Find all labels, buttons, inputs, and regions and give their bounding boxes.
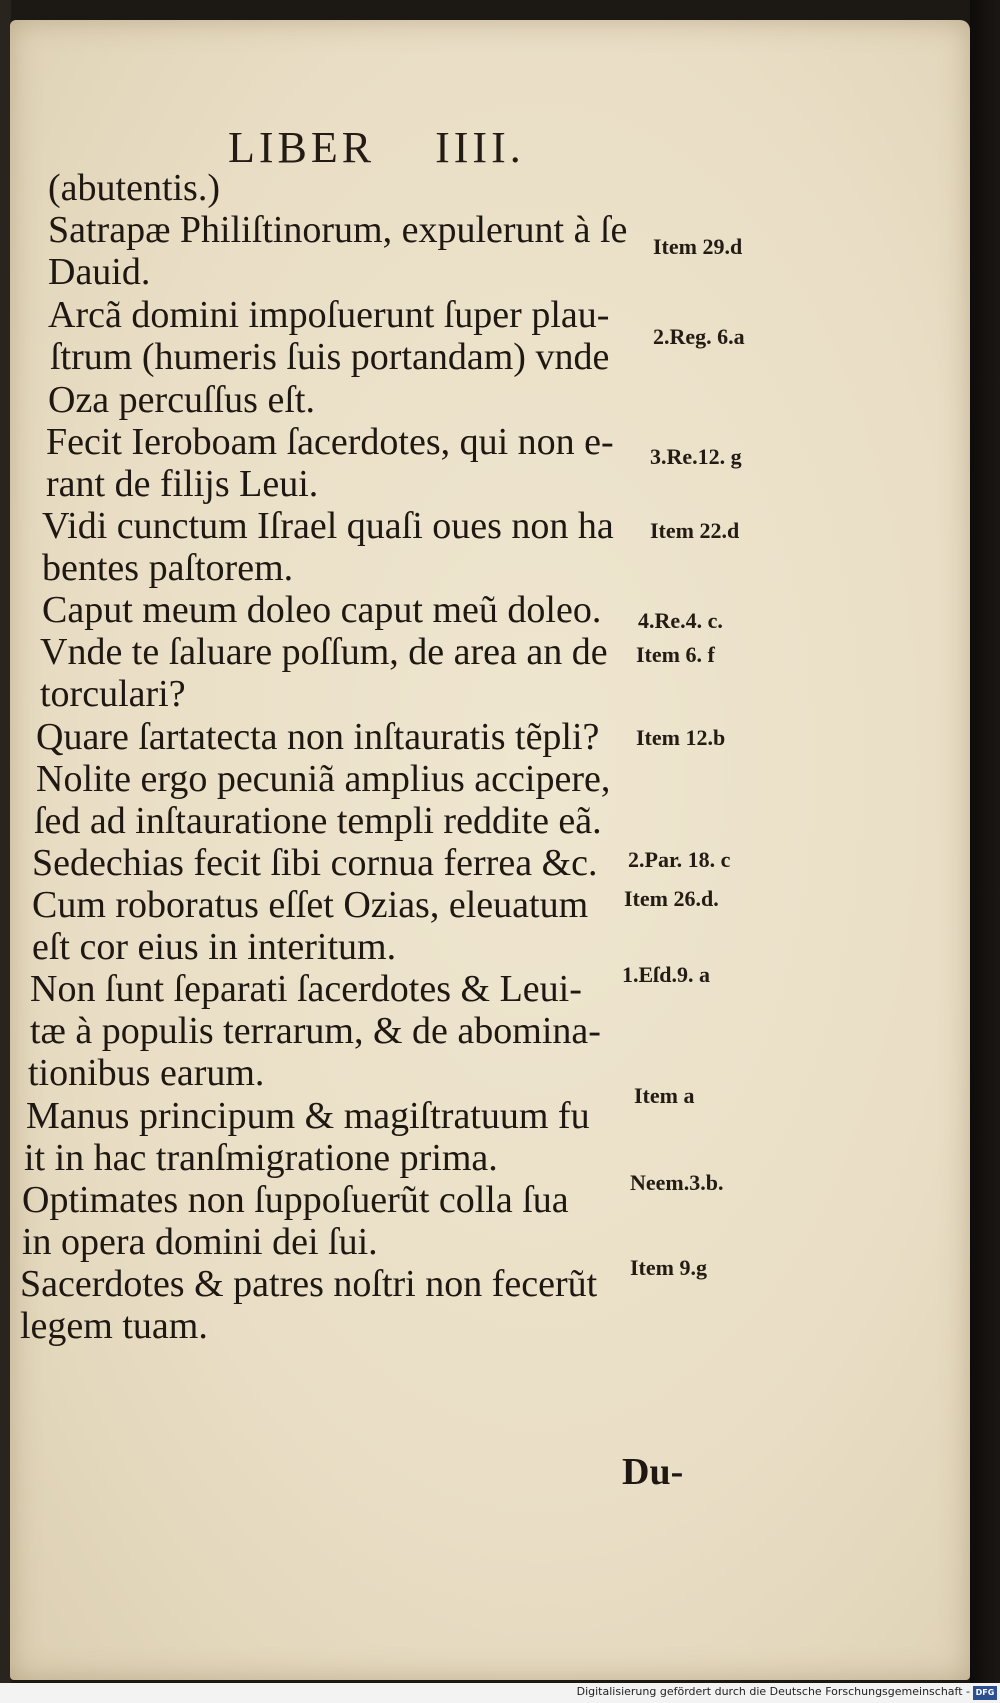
text-line: (abutentis.) <box>48 167 221 209</box>
marginal-reference: 2.Par. 18. c <box>628 847 731 872</box>
header-title: LIBER <box>228 123 376 172</box>
text-line: bentes paſtorem. <box>42 547 294 589</box>
text-line: Nolite ergo pecuniã amplius accipere, <box>36 758 611 800</box>
text-line: Sacerdotes & patres noſtri non fecerũt <box>20 1263 598 1305</box>
text-line: Cum roboratus eſſet Ozias, eleuatum <box>32 884 589 926</box>
text-line: Quare ſartatecta non inſtauratis tẽpli? <box>36 716 600 758</box>
marginal-reference: Item a <box>634 1083 695 1108</box>
catchword: Du- <box>622 1451 684 1493</box>
text-line: tionibus earum. <box>28 1052 265 1094</box>
text-line: Sedechias fecit ſibi cornua ferrea &c. <box>32 842 598 884</box>
text-line: torculari? <box>40 673 186 715</box>
text-line: Vidi cunctum Iſrael quaſi oues non ha <box>42 505 614 547</box>
text-line: tæ à populis terrarum, & de abomina- <box>30 1010 601 1052</box>
text-line: Arcã domini impoſuerunt ſuper plau- <box>48 294 610 336</box>
marginal-reference: Item 6. f <box>636 642 715 667</box>
text-line: legem tuam. <box>20 1305 208 1347</box>
marginal-reference: Item 9.g <box>630 1255 707 1280</box>
text-line: Fecit Ieroboam ſacerdotes, qui non e- <box>46 421 614 463</box>
marginal-reference: Item 12.b <box>636 725 726 750</box>
marginal-reference: Item 26.d. <box>624 886 719 911</box>
funding-credit: Digitalisierung gefördert durch die Deutsche Forschungsgemeinschaft - <box>576 1685 970 1698</box>
text-line: Vnde te ſaluare poſſum, de area an de <box>40 631 608 673</box>
marginal-reference: Neem.3.b. <box>630 1170 724 1195</box>
book-edge <box>970 0 1000 1703</box>
marginal-reference: 3.Re.12. g <box>650 444 742 469</box>
text-line: Dauid. <box>48 251 151 293</box>
text-line: ſtrum (humeris ſuis portandam) vnde <box>50 336 610 378</box>
text-line: eſt cor eius in interitum. <box>32 926 397 968</box>
dfg-logo: DFG <box>973 1686 997 1700</box>
text-line: in opera domini dei ſui. <box>22 1221 378 1263</box>
marginal-reference: 2.Reg. 6.a <box>653 324 745 349</box>
header-book-number: IIII. <box>435 123 525 172</box>
marginal-reference: 4.Re.4. c. <box>638 608 723 633</box>
text-line: Satrapæ Philiſtinorum, expulerunt à ſe <box>48 209 628 251</box>
text-line: Manus principum & magiſtratuum fu <box>26 1095 590 1137</box>
text-line: ſed ad inſtauratione templi reddite eã. <box>34 800 602 842</box>
digitization-footer <box>0 1683 1000 1703</box>
marginal-reference: Item 29.d <box>653 234 743 259</box>
main-text <box>10 20 970 1680</box>
marginal-reference: 1.Eſd.9. a <box>622 962 711 987</box>
text-line: Non ſunt ſeparati ſacerdotes & Leui- <box>30 968 582 1010</box>
marginal-reference: Item 22.d <box>650 518 740 543</box>
text-line: it in hac tranſmigratione prima. <box>24 1137 498 1179</box>
text-line: Caput meum doleo caput meũ doleo. <box>42 589 602 631</box>
text-line: Oza percuſſus eſt. <box>48 379 315 421</box>
text-line: Optimates non ſuppoſuerũt colla ſua <box>22 1179 569 1221</box>
book-page <box>10 20 970 1680</box>
text-line: rant de filijs Leui. <box>46 463 319 505</box>
